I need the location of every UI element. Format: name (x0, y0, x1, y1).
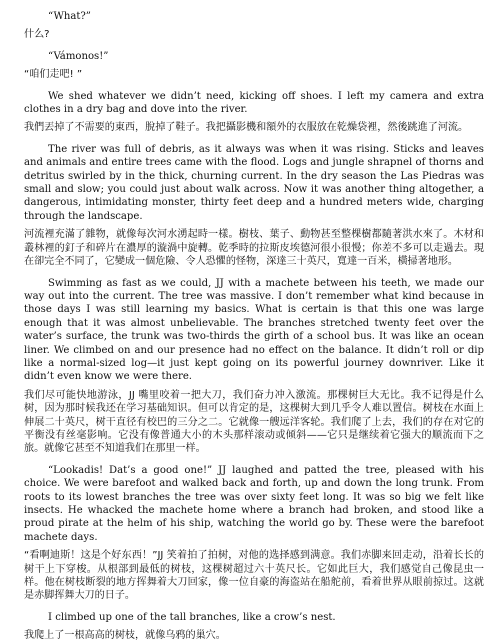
paragraph-en-1: “What?” (48, 11, 91, 22)
paragraph-zh-2: “咱们走吧! ” (24, 69, 83, 81)
paragraph-en-7: I climbed up one of the tall branches, like a crow’s nest. (48, 611, 336, 623)
paragraph-zh-6: “看啊迪斯！这是个好东西！”JJ 笑着拍了拍树，对他的选择感到满意。我们赤脚来回走动，沿着长长的树干上下穿梭。从根部到最低的树枝，这棵树超过六十英尺长。它如此巨大，我们感觉自己像昆虫一样。他在树枝断裂的地方挥舞着大刀回家，像一位自豪的海盗站在船舵前，看着世界从眼前掠过。这就是赤脚挥舞大刀的日子。 (24, 550, 484, 602)
paragraph-en-2: “Vámonos!” (48, 50, 109, 62)
paragraph-zh-7: 我爬上了一根高高的树枝，就像乌鸦的巢穴。 (24, 630, 226, 642)
document-page (24, 10, 484, 643)
paragraph-zh-3: 我們丟掉了不需要的東西，脫掉了鞋子。我把攝影機和額外的衣服放在乾燥袋裡，然後跳進了河流。 (24, 122, 469, 134)
paragraph-zh-1: 什么? (24, 29, 50, 41)
paragraph-zh-4: 河流裡充滿了雜物，就像每次河水湧起時一樣。樹枝、葉子、動物甚至整棵樹都隨著洪水來了。木材和叢林裡的釘子和碎片在濃厚的漩渦中旋轉。乾季時的拉斯皮埃德河很小很慢；你差不多可以走過去。現在卻完全不同了，它變成一個危險、令人恐懼的怪物，深達三十英尺，寬達一百米，橫掃著地形。 (24, 229, 484, 268)
paragraph-zh-5: 我们尽可能快地游泳，JJ 嘴里咬着一把大刀，我们奋力冲入激流。那棵树巨大无比。我不记得是什么树，因为那时候我还在学习基础知识。但可以肯定的是，这棵树大到几乎令人难以置信。树枝在水面上伸展二十英尺，树干直径有校巴的三分之二。它就像一艘远洋客轮。我们爬了上去，我们的存在对它的平衡没有丝毫影响。它没有像普通大小的木头那样滚动或倾斜——它只是继续着它强大的顺流而下之旅。就像它甚至不知道我们在那里一样。 (24, 389, 484, 455)
paragraph-en-6: “Lookadis! Dat’s a good one!” JJ laughed and patted the tree, pleased with his choice. We were barefoot and walked back and forth, up and down the long trunk. From roots to its lowest branches the tree was over sixty feet long. It was so big we felt like insects. He whacked the machete home where a branch had broken, and stood like a proud pirate at the helm of his ship, watching the world go by. These were the barefoot machete days. (24, 464, 484, 543)
paragraph-en-3: We shed whatever we didn’t need, kicking off shoes. I left my camera and extra clothes in a dry bag and dove into the river. (24, 90, 484, 116)
paragraph-en-4: The river was full of debris, as it always was when it was rising. Sticks and leaves and animals and entire trees came with the flood. Logs and jungle shrapnel of thorns and detritus swirled by in the thick, churning current. In the dry season the Las Piedras was small and slow; you could just about walk across. Now it was another thing altogether, a dangerous, intimidating monster, thirty feet deep and a hundred meters wide, charging through the landscape. (24, 143, 484, 222)
paragraph-en-5: Swimming as fast as we could, JJ with a machete between his teeth, we made our way out into the current. The tree was massive. I don’t remember what kind because in those days I was still learning my basics. What is certain is that this one was large enough that it was almost unbelievable. The branches stretched twenty feet over the water’s surface, the trunk was two-thirds the girth of a school bus. It was like an ocean liner. We climbed on and our presence had no effect on the balance. It didn’t roll or dip like a normal-sized log—it just kept going on its powerful journey downriver. Like it didn’t even know we were there. (24, 277, 484, 383)
